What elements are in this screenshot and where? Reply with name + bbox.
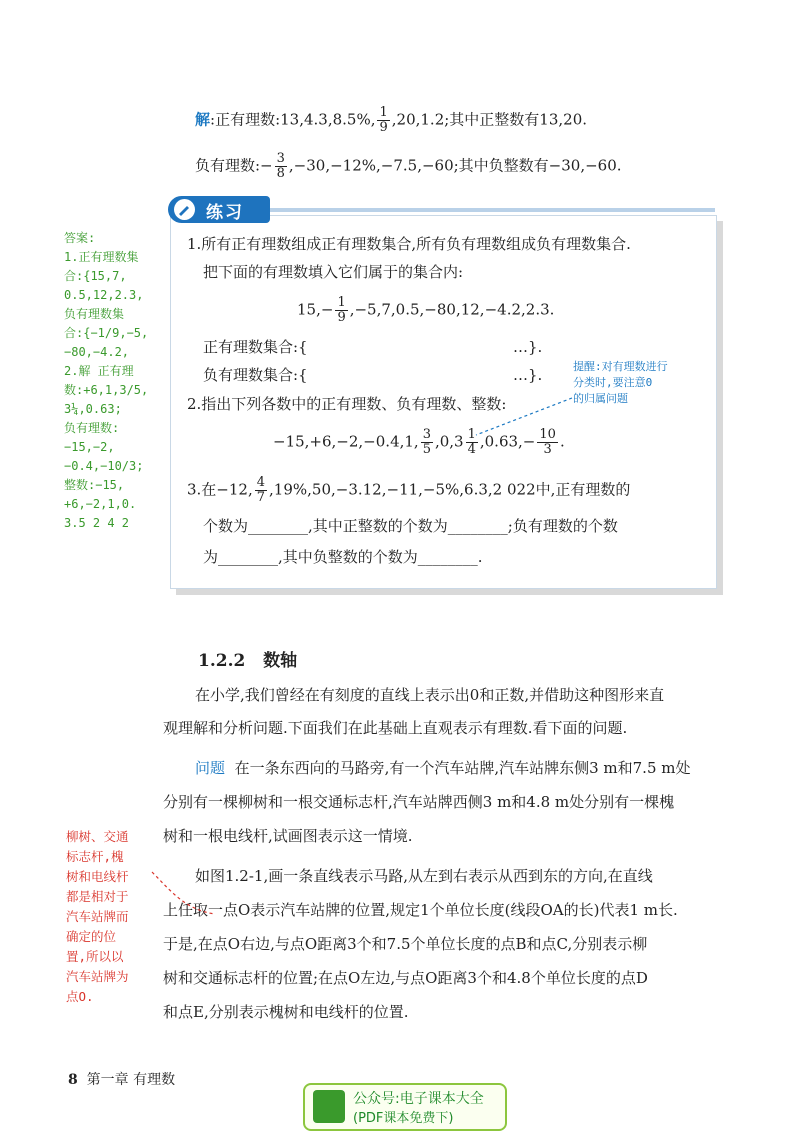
exercise-header-bar <box>270 208 715 212</box>
paragraph-1-line-2: 观理解和分析问题.下面我们在此基础上直观表示有理数.看下面的问题. <box>163 719 628 737</box>
q3-line2: 个数为________,其中正整数的个数为________;负有理数的个数 <box>203 517 618 535</box>
chapter-title: 第一章 有理数 <box>86 1072 176 1088</box>
q1-positive-set-label: 正有理数集合:{ <box>203 338 308 356</box>
q1-line1: 1.所有正有理数组成正有理数集合,所有负有理数组成负有理数集合. <box>187 235 631 253</box>
q2-numbers: −15,+6,−2,−0.4,1, $\frac{3}{5}$ ,0,3 $\frac{1}{4}$ ,0.63,− $\frac{10}{3}$ . <box>273 427 565 457</box>
q1-line2: 把下面的有理数填入它们属于的集合内: <box>203 263 464 281</box>
paragraph-3-line-3: 于是,在点O右边,与点O距离3个和7.5个单位长度的点B和点C,分别表示柳 <box>163 935 648 953</box>
paragraph-2-line-3: 树和一根电线杆,试画图表示这一情境. <box>163 827 413 845</box>
q3-line1: 3.在−12, $\frac{4}{7}$ ,19%,50,−3.12,−11,−5%,6.3,2 022中,正有理数的 <box>187 475 631 505</box>
fraction: $\frac{3}{5}$ <box>422 427 431 457</box>
watermark-badge: 公众号:电子课本大全 (PDF课本免费下) <box>303 1083 507 1131</box>
answers-note: 答案: 1.正有理数集 合:{15,7, 0.5,12,2.3, 负有理数集 合:{−1/9,−5, −80,−4.2, 2.解 正有理 数:+6,1,3/5, 3¼,0.63; 负有理数: −15,−2, −0.4,−10/3; 整数:−15, +6,−2,1,0. 3.5 2 4 2 <box>64 231 149 530</box>
fraction: $\frac{1}{9}$ <box>379 105 388 135</box>
q1-negative-set-end: …}. <box>513 366 543 384</box>
q2-line: 2.指出下列各数中的正有理数、负有理数、整数: <box>187 395 507 413</box>
q3-line3: 为________,其中负整数的个数为________. <box>203 548 483 566</box>
solution-label: 解 <box>195 110 211 129</box>
side-note-arrow <box>150 870 220 920</box>
solution-line-positive: 解:正有理数:13,4.3,8.5%, $\frac{1}{9}$ ,20,1.2;其中正整数有13,20. <box>195 105 588 135</box>
paragraph-1-line-1: 在小学,我们曾经在有刻度的直线上表示出0和正数,并借助这种图形来直 <box>195 686 665 704</box>
hint-arrow <box>470 395 575 440</box>
paragraph-3-line-4: 树和交通标志杆的位置;在点O左边,与点O距离3个和4.8个单位长度的点D <box>163 969 648 987</box>
paragraph-2-line-1: 问题 在一条东西向的马路旁,有一个汽车站牌,汽车站牌东侧3 m和7.5 m处 <box>195 759 691 777</box>
section-heading: 1.2.2 数轴 <box>198 651 298 671</box>
footer <box>68 1069 175 1091</box>
paragraph-2-line-2: 分别有一棵柳树和一根交通标志杆,汽车站牌西侧3 m和4.8 m处分别有一棵槐 <box>163 793 675 811</box>
exercise-header <box>168 196 270 223</box>
paragraph-3-line-1: 如图1.2-1,画一条直线表示马路,从左到右表示从西到东的方向,在直线 <box>195 867 653 885</box>
q1-positive-set-end: …}. <box>513 338 543 356</box>
fraction: $\frac{3}{8}$ <box>276 151 285 181</box>
solution-line-negative: 负有理数:− $\frac{3}{8}$ ,−30,−12%,−7.5,−60;其中负整数有−30,−60. <box>195 151 622 181</box>
fraction: $\frac{1}{4}$ <box>467 427 476 457</box>
q1-negative-set-label: 负有理数集合:{ <box>203 366 308 384</box>
fraction: $\frac{10}{3}$ <box>539 427 556 457</box>
pencil-icon <box>174 199 195 220</box>
exercise-title: 练习 <box>206 203 244 223</box>
problem-label: 问题 <box>195 759 226 777</box>
paragraph-3-line-2: 上任取一点O表示汽车站牌的位置,规定1个单位长度(线段OA的长)代表1 m长. <box>163 901 678 919</box>
book-icon <box>313 1090 345 1123</box>
page-number: 8 <box>68 1072 78 1088</box>
hint-note: 提醒:对有理数进行 分类时,要注意0 的归属问题 <box>573 360 668 405</box>
fraction: $\frac{1}{9}$ <box>337 295 346 325</box>
paragraph-3-line-5: 和点E,分别表示槐树和电线杆的位置. <box>163 1003 409 1021</box>
q1-numbers: 15,− $\frac{1}{9}$ ,−5,7,0.5,−80,12,−4.2,2.3. <box>297 295 555 325</box>
side-note: 柳树、交通 标志杆,槐 树和电线杆 都是相对于 汽车站牌而 确定的位 置,所以以 汽车站牌为 点O. <box>66 829 129 1004</box>
fraction: $\frac{4}{7}$ <box>256 475 266 505</box>
